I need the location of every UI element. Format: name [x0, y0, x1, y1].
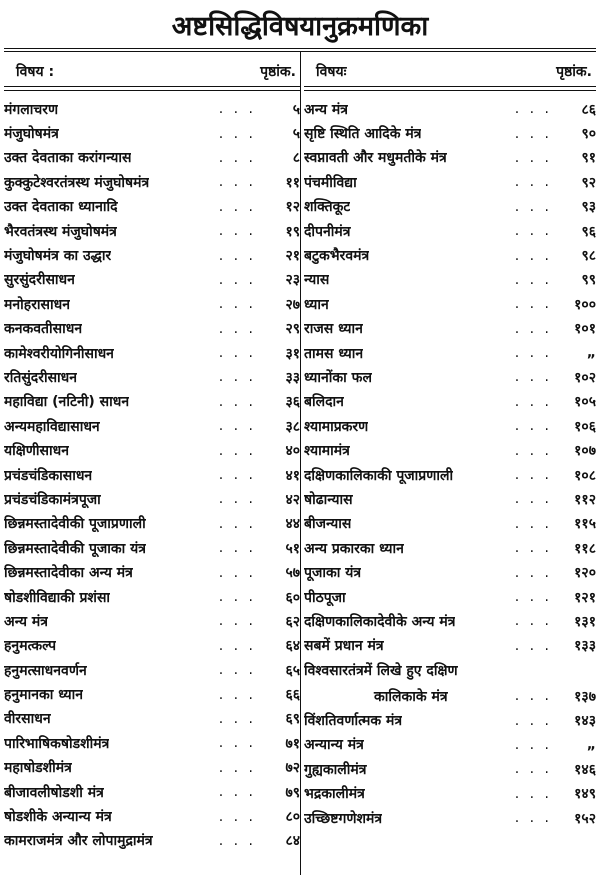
entry-title: विंशतिवर्णात्मक मंत्र: [304, 713, 403, 730]
leader-dots: . . .: [514, 149, 552, 166]
entry-title: अन्यमहाविद्यासाधन: [4, 418, 100, 435]
entry-title: छिन्नमस्तादेवीकी पूजाप्रणाली: [4, 516, 146, 533]
entry-page-number: १०६: [574, 418, 596, 435]
entry-title: अन्य मंत्र: [304, 101, 348, 118]
entry-page-number: १४३: [574, 713, 596, 730]
entry-title: ध्यानोंका फल: [304, 369, 372, 386]
leader-dots: . . .: [218, 686, 256, 703]
entry-title: कनकवतीसाधन: [4, 321, 83, 338]
index-entry: [4, 292, 300, 316]
entry-page-number: „: [586, 345, 596, 362]
entry-page-number: ११५: [574, 516, 596, 533]
entry-title: महाविद्या (नटिनी) साधन: [4, 394, 130, 411]
entry-page-number: ६४: [285, 638, 300, 655]
index-entry: [4, 487, 300, 511]
entry-page-number: ८०: [285, 809, 300, 826]
index-entry: [304, 609, 596, 633]
entry-title: रतिसुंदरीसाधन: [4, 369, 78, 386]
entry-page-number: ११८: [574, 540, 596, 557]
leader-dots: . . .: [218, 540, 256, 557]
index-entry: [304, 782, 596, 806]
entry-title: उक्त देवताका ध्यानादि: [4, 199, 118, 216]
entry-page-number: ५१: [285, 540, 300, 557]
index-entry: [4, 756, 300, 780]
entry-page-number: „: [586, 736, 596, 753]
entry-title: पंचमीविद्या: [304, 174, 357, 191]
entry-page-number: ४४: [285, 516, 300, 533]
entry-page-number: १३३: [574, 638, 596, 655]
entry-page-number: ९६: [581, 223, 596, 240]
entry-page-number: ६६: [285, 687, 300, 704]
entry-page-number: १२०: [574, 565, 596, 582]
index-entry: [4, 560, 300, 584]
left-subject-heading: विषय :: [16, 63, 55, 80]
entry-page-number: ६५: [285, 662, 300, 679]
column-divider: [300, 52, 301, 875]
left-column: [4, 56, 300, 853]
index-entry: [4, 414, 300, 438]
entry-title: सबमें प्रधान मंत्र: [304, 638, 384, 655]
index-entry: [304, 243, 596, 267]
entry-page-number: ९९: [581, 272, 596, 289]
entry-title: कामेश्वरीयोगिनीसाधन: [4, 345, 114, 362]
left-entry-list: [4, 97, 300, 853]
index-entry: [304, 390, 596, 414]
leader-dots: . . .: [218, 125, 256, 142]
entry-page-number: ७९: [285, 784, 300, 801]
entry-title: षोडशीके अन्यान्य मंत्र: [4, 809, 112, 826]
entry-page-number: ९८: [581, 248, 596, 265]
entry-page-number: ७२: [285, 760, 300, 777]
entry-page-number: १४९: [574, 786, 596, 803]
entry-title: दीपनीमंत्र: [304, 223, 351, 240]
leader-dots: . . .: [514, 271, 552, 288]
entry-title: राजस ध्यान: [304, 321, 363, 338]
index-entry: [4, 536, 300, 560]
index-entry: [304, 219, 596, 243]
entry-title: षोढान्यास: [304, 491, 353, 508]
entry-title: मंजुघोषमंत्र का उद्धार: [4, 248, 112, 265]
entry-title: तामस ध्यान: [304, 345, 364, 362]
index-entry: [4, 512, 300, 536]
entry-page-number: ८: [292, 150, 300, 167]
index-entry: [304, 487, 596, 511]
entry-page-number: १००: [574, 296, 596, 313]
leader-dots: . . .: [514, 515, 552, 532]
index-entry: [304, 341, 596, 365]
leader-dots: . . .: [514, 785, 552, 802]
index-entry: [4, 365, 300, 389]
entry-title: अन्य प्रकारका ध्यान: [304, 540, 404, 557]
index-entry: [304, 195, 596, 219]
entry-page-number: ३१: [285, 345, 300, 362]
leader-dots: . . .: [218, 589, 256, 605]
entry-title: मंजुघोषमंत्र: [4, 126, 59, 143]
index-entry: [4, 268, 300, 292]
leader-dots: . . .: [514, 491, 552, 508]
entry-title: प्रचंडचंडिकासाधन: [4, 467, 93, 484]
leader-dots: . . .: [514, 247, 552, 264]
index-entry: [304, 708, 596, 732]
right-page-heading: पृष्ठांक.: [556, 63, 592, 80]
index-entry: [304, 268, 596, 292]
leader-dots: . . .: [218, 759, 256, 776]
entry-title: शक्तिकूट: [304, 199, 351, 216]
index-entry: [304, 414, 596, 438]
leader-dots: . . .: [514, 589, 552, 605]
entry-page-number: १०२: [574, 369, 596, 386]
entry-title: दक्षिणकालिकादेवीके अन्य मंत्र: [304, 613, 456, 630]
entry-page-number: ५: [292, 101, 300, 118]
index-entry: [4, 682, 300, 706]
leader-dots: . . .: [514, 223, 552, 240]
index-entry: [4, 243, 300, 267]
leader-dots: . . .: [514, 296, 552, 313]
entry-title: हनुमत्कल्प: [4, 638, 57, 655]
entry-title: ध्यान: [304, 296, 329, 313]
leader-dots: . . .: [218, 808, 256, 825]
entry-page-number: २१: [285, 248, 300, 265]
entry-page-number: ७१: [285, 735, 300, 752]
index-entry: [4, 609, 300, 633]
index-entry: [4, 463, 300, 487]
leader-dots: . . .: [514, 736, 552, 753]
index-entry: [4, 438, 300, 462]
right-column-header: [304, 56, 596, 87]
index-entry: [304, 365, 596, 389]
entry-page-number: १५२: [574, 810, 596, 827]
entry-title: पूजाका यंत्र: [304, 565, 362, 582]
leader-dots: . . .: [218, 491, 256, 508]
entry-page-number: ९०: [581, 126, 596, 143]
leader-dots: . . .: [514, 345, 552, 362]
entry-title: षोडशीविद्याकी प्रशंसा: [4, 589, 111, 606]
index-entry: [304, 97, 596, 121]
leader-dots: . . .: [218, 101, 256, 118]
leader-dots: . . .: [218, 369, 256, 386]
leader-dots: . . .: [218, 467, 256, 484]
leader-dots: . . .: [218, 393, 256, 410]
index-entry: [4, 780, 300, 804]
leader-dots: . . .: [514, 810, 552, 827]
index-entry: [304, 292, 596, 316]
leader-dots: . . .: [514, 613, 552, 630]
index-entry: [4, 731, 300, 755]
leader-dots: . . .: [218, 247, 256, 264]
entry-page-number: ९२: [581, 174, 596, 191]
entry-title: भैरवतंत्रस्थ मंजुघोषमंत्र: [4, 223, 117, 240]
entry-title: पीठपूजा: [304, 589, 346, 606]
entry-page-number: ३८: [285, 418, 300, 435]
leader-dots: . . .: [218, 149, 256, 166]
entry-title: श्यामाप्रकरण: [304, 418, 369, 435]
entry-title: मंगलाचरण: [4, 101, 59, 118]
entry-page-number: १०५: [574, 394, 596, 411]
entry-page-number: १४६: [574, 761, 596, 778]
entry-title: बटुकभैरवमंत्र: [304, 248, 370, 265]
right-header-rule: [304, 90, 596, 91]
leader-dots: . . .: [514, 761, 552, 778]
leader-dots: . . .: [218, 174, 256, 191]
index-entry: [4, 585, 300, 609]
leader-dots: . . .: [514, 369, 552, 386]
entry-page-number: १२१: [574, 589, 596, 606]
right-entry-list: [304, 97, 596, 830]
leader-dots: . . .: [514, 198, 552, 215]
entry-page-number: ४०: [285, 443, 300, 460]
leader-dots: . . .: [514, 174, 552, 191]
index-entry: [304, 658, 596, 684]
entry-page-number: ९१: [581, 150, 596, 167]
index-entry: [304, 438, 596, 462]
leader-dots: . . .: [218, 418, 256, 435]
entry-title: दक्षिणकालिकाकी पूजाप्रणाली: [304, 467, 454, 484]
entry-title: हनुमत्साधनवर्णन: [4, 662, 87, 679]
entry-title: महाषोडशीमंत्र: [4, 760, 72, 777]
index-entry: [304, 121, 596, 145]
entry-page-number: १०१: [574, 321, 596, 338]
entry-title: श्यामामंत्र: [304, 443, 350, 460]
entry-title: अन्य मंत्र: [4, 613, 48, 630]
leader-dots: . . .: [514, 712, 552, 729]
entry-page-number: ५: [292, 126, 300, 143]
entry-page-number: ५७: [285, 565, 300, 582]
entry-page-number: १३१: [574, 613, 596, 630]
entry-title: सृष्टि स्थिति आदिके मंत्र: [304, 126, 422, 143]
entry-page-number: २७: [285, 296, 300, 313]
entry-title: मनोहरासाधन: [4, 296, 71, 313]
index-entry: [304, 317, 596, 341]
entry-page-number: ६९: [285, 711, 300, 728]
leader-dots: . . .: [218, 223, 256, 240]
leader-dots: . . .: [514, 540, 552, 557]
index-entry: [304, 463, 596, 487]
index-entry: [4, 170, 300, 194]
right-subject-heading: विषयः: [316, 63, 347, 80]
left-header-rule: [4, 90, 300, 91]
index-entry: [4, 219, 300, 243]
entry-page-number: १२: [285, 199, 300, 216]
index-entry: [304, 170, 596, 194]
entry-title: न्यास: [304, 272, 330, 289]
entry-title: हनुमानका ध्यान: [4, 687, 84, 704]
entry-page-number: ६२: [285, 613, 300, 630]
entry-page-number: ३६: [285, 394, 300, 411]
entry-page-number: २३: [285, 272, 300, 289]
entry-title: उक्त देवताका करांगन्यास: [4, 150, 132, 167]
index-entry: [304, 634, 596, 658]
leader-dots: . . .: [218, 710, 256, 727]
leader-dots: . . .: [514, 467, 552, 484]
entry-title: छिन्नमस्तादेवीका अन्य मंत्र: [4, 565, 133, 582]
right-column: [304, 56, 596, 830]
index-entry: [4, 341, 300, 365]
index-entry: [4, 829, 300, 853]
index-entry: [4, 97, 300, 121]
index-entry: [4, 390, 300, 414]
index-entry: [4, 317, 300, 341]
entry-title: प्रचंडचंडिकामंत्रपूजा: [4, 491, 101, 508]
entry-title: कालिकाके मंत्र: [374, 688, 448, 705]
entry-page-number: १०८: [574, 467, 596, 484]
entry-page-number: ४२: [285, 491, 300, 508]
index-entry: [4, 804, 300, 828]
entry-page-number: ८६: [581, 101, 596, 118]
index-entry: [4, 658, 300, 682]
index-entry: [304, 806, 596, 830]
entry-page-number: २९: [285, 321, 300, 338]
leader-dots: . . .: [218, 613, 256, 630]
leader-dots: . . .: [218, 320, 256, 337]
leader-dots: . . .: [218, 515, 256, 532]
leader-dots: . . .: [514, 564, 552, 581]
leader-dots: . . .: [514, 320, 552, 337]
entry-page-number: ६०: [285, 589, 300, 606]
entry-page-number: ३३: [285, 369, 300, 386]
index-entry: [304, 733, 596, 757]
leader-dots: . . .: [218, 296, 256, 313]
entry-title: गुह्यकालीमंत्र: [304, 761, 367, 778]
leader-dots: . . .: [218, 442, 256, 459]
leader-dots: . . .: [514, 688, 552, 705]
left-page-heading: पृष्ठांक.: [260, 63, 296, 80]
index-entry: [304, 585, 596, 609]
leader-dots: . . .: [218, 784, 256, 801]
leader-dots: . . .: [514, 442, 552, 459]
leader-dots: . . .: [514, 393, 552, 410]
index-entry: [304, 684, 596, 708]
entry-page-number: १०७: [574, 443, 596, 460]
index-entry: [304, 536, 596, 560]
entry-title: यक्षिणीसाधन: [4, 443, 70, 460]
entry-title: कामराजमंत्र और लोपामुद्रामंत्र: [4, 833, 153, 850]
index-entry: [304, 560, 596, 584]
entry-title: बीजन्यास: [304, 516, 352, 533]
entry-title: सुरसुंदरीसाधन: [4, 272, 75, 289]
entry-page-number: ९३: [581, 199, 596, 216]
entry-title: भद्रकालीमंत्र: [304, 786, 365, 803]
entry-title: छिन्नमस्तादेवीकी पूजाका यंत्र: [4, 540, 147, 557]
leader-dots: . . .: [218, 735, 256, 752]
entry-title: बीजावलीषोडशी मंत्र: [4, 784, 104, 801]
index-entry: [304, 757, 596, 781]
entry-title: अन्यान्य मंत्र: [304, 737, 364, 754]
entry-page-number: १३७: [574, 688, 596, 705]
index-entry: [4, 634, 300, 658]
entry-page-number: ८४: [285, 833, 300, 850]
entry-page-number: ११: [285, 174, 300, 191]
entry-title: कुक्कुटेश्वरतंत्रस्थ मंजुघोषमंत्र: [4, 174, 150, 191]
left-column-header: [4, 56, 300, 87]
entry-page-number: ४१: [285, 467, 300, 484]
index-entry: [4, 707, 300, 731]
leader-dots: . . .: [514, 637, 552, 654]
index-entry: [4, 146, 300, 170]
leader-dots: . . .: [218, 345, 256, 362]
leader-dots: . . .: [514, 101, 552, 118]
page-title: अष्टसिद्धिविषयानुक्रमणिका: [171, 11, 429, 42]
leader-dots: . . .: [218, 564, 256, 581]
leader-dots: . . .: [218, 198, 256, 215]
entry-title: स्वप्नावती और मधुमतीके मंत्र: [304, 150, 447, 167]
index-entry: [4, 121, 300, 145]
entry-page-number: ११२: [574, 491, 596, 508]
entry-title: उच्छिष्टगणेशमंत्र: [304, 810, 383, 827]
leader-dots: . . .: [218, 637, 256, 654]
leader-dots: . . .: [514, 125, 552, 142]
entry-title: वीरसाधन: [4, 711, 51, 728]
entry-title: विश्वसारतंत्रमें लिखे हुए दक्षिण: [304, 663, 458, 680]
entry-page-number: १९: [285, 223, 300, 240]
index-entry: [304, 512, 596, 536]
index-entry: [304, 146, 596, 170]
leader-dots: . . .: [218, 662, 256, 679]
leader-dots: . . .: [218, 271, 256, 288]
leader-dots: . . .: [218, 832, 256, 849]
entry-title: पारिभाषिकषोडशीमंत्र: [4, 735, 110, 752]
leader-dots: . . .: [514, 418, 552, 435]
entry-title: बलिदान: [304, 394, 344, 411]
index-entry: [4, 195, 300, 219]
